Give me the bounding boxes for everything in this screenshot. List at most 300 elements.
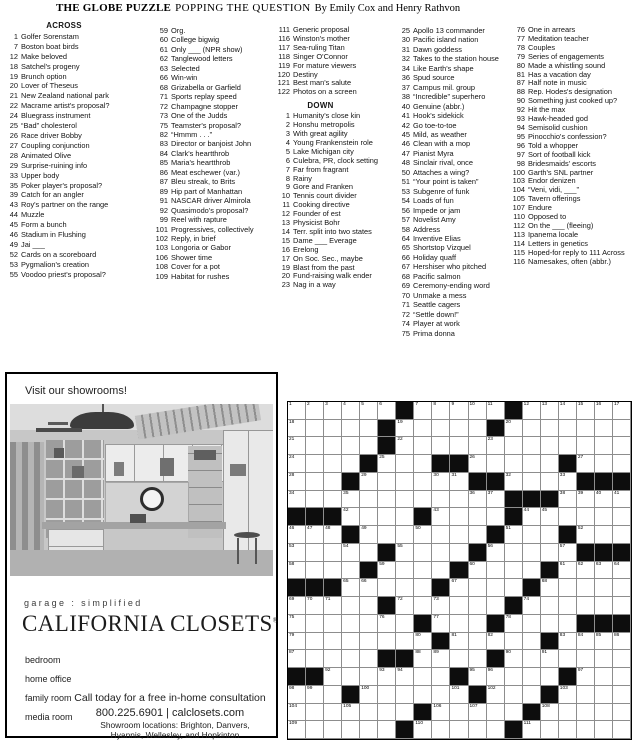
grid-cell[interactable] [306, 721, 324, 739]
grid-cell[interactable] [414, 491, 432, 509]
grid-cell[interactable] [595, 668, 613, 686]
grid-cell[interactable] [613, 597, 631, 615]
grid-cell[interactable] [324, 420, 342, 438]
grid-cell[interactable] [432, 526, 450, 544]
grid-cell[interactable] [414, 437, 432, 455]
grid-cell[interactable] [432, 420, 450, 438]
grid-cell[interactable] [469, 615, 487, 633]
grid-cell[interactable] [378, 721, 396, 739]
grid-cell[interactable] [577, 402, 595, 420]
grid-cell[interactable] [288, 420, 306, 438]
grid-cell[interactable] [342, 579, 360, 597]
grid-cell[interactable] [306, 597, 324, 615]
grid-cell[interactable] [613, 562, 631, 580]
grid-cell[interactable] [396, 473, 414, 491]
grid-cell[interactable] [288, 491, 306, 509]
grid-cell[interactable] [342, 597, 360, 615]
grid-cell[interactable] [396, 491, 414, 509]
grid-cell[interactable] [577, 562, 595, 580]
grid-cell[interactable] [541, 650, 559, 668]
grid-cell[interactable] [595, 402, 613, 420]
grid-cell[interactable] [505, 579, 523, 597]
grid-cell[interactable] [613, 402, 631, 420]
grid-cell[interactable] [360, 491, 378, 509]
grid-cell[interactable] [414, 686, 432, 704]
grid-cell[interactable] [342, 402, 360, 420]
grid-cell[interactable] [432, 686, 450, 704]
grid-cell[interactable] [613, 633, 631, 651]
grid-cell[interactable] [450, 579, 468, 597]
grid-cell[interactable] [595, 420, 613, 438]
grid-cell[interactable] [523, 473, 541, 491]
grid-cell[interactable] [324, 491, 342, 509]
grid-cell[interactable] [523, 420, 541, 438]
grid-cell[interactable] [306, 686, 324, 704]
grid-cell[interactable] [342, 668, 360, 686]
grid-cell[interactable] [541, 668, 559, 686]
grid-cell[interactable] [559, 420, 577, 438]
grid-cell[interactable] [613, 668, 631, 686]
grid-cell[interactable] [432, 721, 450, 739]
grid-cell[interactable] [414, 473, 432, 491]
grid-cell[interactable] [577, 721, 595, 739]
grid-cell[interactable] [577, 668, 595, 686]
grid-cell[interactable] [414, 721, 432, 739]
grid-cell[interactable] [414, 650, 432, 668]
grid-cell[interactable] [469, 579, 487, 597]
grid-cell[interactable] [613, 579, 631, 597]
grid-cell[interactable] [577, 650, 595, 668]
grid-cell[interactable] [342, 544, 360, 562]
grid-cell[interactable] [378, 704, 396, 722]
grid-cell[interactable] [360, 597, 378, 615]
grid-cell[interactable] [559, 508, 577, 526]
grid-cell[interactable] [541, 420, 559, 438]
grid-cell[interactable] [396, 615, 414, 633]
grid-cell[interactable] [595, 437, 613, 455]
crossword-grid[interactable] [287, 401, 632, 740]
grid-cell[interactable] [613, 704, 631, 722]
grid-cell[interactable] [541, 615, 559, 633]
grid-cell[interactable] [469, 491, 487, 509]
grid-cell[interactable] [450, 704, 468, 722]
grid-cell[interactable] [595, 491, 613, 509]
grid-cell[interactable] [577, 526, 595, 544]
grid-cell[interactable] [613, 650, 631, 668]
grid-cell[interactable] [342, 508, 360, 526]
grid-cell[interactable] [432, 437, 450, 455]
grid-cell[interactable] [360, 686, 378, 704]
grid-cell[interactable] [541, 579, 559, 597]
grid-cell[interactable] [577, 455, 595, 473]
grid-cell[interactable] [450, 491, 468, 509]
grid-cell[interactable] [306, 473, 324, 491]
grid-cell[interactable] [378, 402, 396, 420]
grid-cell[interactable] [469, 721, 487, 739]
grid-cell[interactable] [342, 491, 360, 509]
grid-cell[interactable] [432, 508, 450, 526]
grid-cell[interactable] [288, 686, 306, 704]
grid-cell[interactable] [505, 615, 523, 633]
grid-cell[interactable] [595, 526, 613, 544]
grid-cell[interactable] [559, 704, 577, 722]
grid-cell[interactable] [577, 704, 595, 722]
grid-cell[interactable] [396, 686, 414, 704]
grid-cell[interactable] [414, 402, 432, 420]
grid-cell[interactable] [432, 615, 450, 633]
grid-cell[interactable] [432, 562, 450, 580]
grid-cell[interactable] [450, 597, 468, 615]
grid-cell[interactable] [414, 455, 432, 473]
grid-cell[interactable] [505, 650, 523, 668]
grid-cell[interactable] [613, 455, 631, 473]
grid-cell[interactable] [523, 455, 541, 473]
grid-cell[interactable] [342, 562, 360, 580]
grid-cell[interactable] [288, 721, 306, 739]
grid-cell[interactable] [342, 721, 360, 739]
grid-cell[interactable] [469, 526, 487, 544]
grid-cell[interactable] [613, 420, 631, 438]
grid-cell[interactable] [487, 491, 505, 509]
grid-cell[interactable] [360, 615, 378, 633]
grid-cell[interactable] [396, 526, 414, 544]
grid-cell[interactable] [324, 721, 342, 739]
grid-cell[interactable] [378, 668, 396, 686]
grid-cell[interactable] [541, 597, 559, 615]
grid-cell[interactable] [306, 437, 324, 455]
grid-cell[interactable] [360, 668, 378, 686]
grid-cell[interactable] [432, 704, 450, 722]
grid-cell[interactable] [378, 579, 396, 597]
grid-cell[interactable] [523, 668, 541, 686]
grid-cell[interactable] [378, 615, 396, 633]
grid-cell[interactable] [324, 686, 342, 704]
grid-cell[interactable] [288, 544, 306, 562]
grid-cell[interactable] [523, 650, 541, 668]
grid-cell[interactable] [559, 544, 577, 562]
grid-cell[interactable] [360, 579, 378, 597]
grid-cell[interactable] [360, 402, 378, 420]
grid-cell[interactable] [324, 455, 342, 473]
grid-cell[interactable] [324, 437, 342, 455]
grid-cell[interactable] [342, 633, 360, 651]
grid-cell[interactable] [432, 473, 450, 491]
grid-cell[interactable] [378, 455, 396, 473]
grid-cell[interactable] [342, 455, 360, 473]
grid-cell[interactable] [541, 437, 559, 455]
grid-cell[interactable] [559, 579, 577, 597]
grid-cell[interactable] [559, 721, 577, 739]
grid-cell[interactable] [469, 508, 487, 526]
grid-cell[interactable] [505, 473, 523, 491]
grid-cell[interactable] [288, 455, 306, 473]
grid-cell[interactable] [360, 704, 378, 722]
grid-cell[interactable] [414, 562, 432, 580]
grid-cell[interactable] [360, 473, 378, 491]
grid-cell[interactable] [414, 526, 432, 544]
grid-cell[interactable] [523, 615, 541, 633]
grid-cell[interactable] [288, 704, 306, 722]
grid-cell[interactable] [559, 473, 577, 491]
grid-cell[interactable] [288, 562, 306, 580]
grid-cell[interactable] [541, 508, 559, 526]
grid-cell[interactable] [469, 668, 487, 686]
grid-cell[interactable] [414, 668, 432, 686]
grid-cell[interactable] [487, 704, 505, 722]
grid-cell[interactable] [414, 420, 432, 438]
grid-cell[interactable] [595, 633, 613, 651]
grid-cell[interactable] [306, 420, 324, 438]
grid-cell[interactable] [450, 633, 468, 651]
grid-cell[interactable] [396, 668, 414, 686]
grid-cell[interactable] [505, 544, 523, 562]
grid-cell[interactable] [505, 455, 523, 473]
grid-cell[interactable] [324, 650, 342, 668]
grid-cell[interactable] [306, 562, 324, 580]
grid-cell[interactable] [577, 597, 595, 615]
grid-cell[interactable] [450, 721, 468, 739]
grid-cell[interactable] [541, 721, 559, 739]
grid-cell[interactable] [523, 562, 541, 580]
grid-cell[interactable] [559, 633, 577, 651]
grid-cell[interactable] [523, 437, 541, 455]
grid-cell[interactable] [577, 633, 595, 651]
grid-cell[interactable] [378, 526, 396, 544]
grid-cell[interactable] [487, 562, 505, 580]
grid-cell[interactable] [342, 615, 360, 633]
grid-cell[interactable] [487, 544, 505, 562]
grid-cell[interactable] [288, 402, 306, 420]
grid-cell[interactable] [577, 437, 595, 455]
grid-cell[interactable] [306, 615, 324, 633]
grid-cell[interactable] [324, 633, 342, 651]
grid-cell[interactable] [577, 420, 595, 438]
grid-cell[interactable] [396, 455, 414, 473]
grid-cell[interactable] [324, 562, 342, 580]
grid-cell[interactable] [378, 491, 396, 509]
grid-cell[interactable] [360, 721, 378, 739]
grid-cell[interactable] [505, 633, 523, 651]
grid-cell[interactable] [450, 437, 468, 455]
grid-cell[interactable] [414, 597, 432, 615]
grid-cell[interactable] [487, 508, 505, 526]
grid-cell[interactable] [432, 402, 450, 420]
grid-cell[interactable] [324, 544, 342, 562]
grid-cell[interactable] [613, 526, 631, 544]
grid-cell[interactable] [595, 650, 613, 668]
grid-cell[interactable] [306, 526, 324, 544]
grid-cell[interactable] [360, 633, 378, 651]
grid-cell[interactable] [360, 526, 378, 544]
grid-cell[interactable] [396, 704, 414, 722]
grid-cell[interactable] [288, 526, 306, 544]
grid-cell[interactable] [396, 633, 414, 651]
grid-cell[interactable] [414, 544, 432, 562]
grid-cell[interactable] [324, 704, 342, 722]
grid-cell[interactable] [541, 402, 559, 420]
grid-cell[interactable] [487, 633, 505, 651]
grid-cell[interactable] [595, 579, 613, 597]
grid-cell[interactable] [414, 633, 432, 651]
grid-cell[interactable] [432, 597, 450, 615]
grid-cell[interactable] [487, 686, 505, 704]
grid-cell[interactable] [378, 633, 396, 651]
grid-cell[interactable] [396, 508, 414, 526]
grid-cell[interactable] [324, 526, 342, 544]
grid-cell[interactable] [306, 544, 324, 562]
grid-cell[interactable] [613, 508, 631, 526]
grid-cell[interactable] [360, 544, 378, 562]
grid-cell[interactable] [523, 633, 541, 651]
grid-cell[interactable] [450, 473, 468, 491]
grid-cell[interactable] [469, 633, 487, 651]
grid-cell[interactable] [306, 402, 324, 420]
grid-cell[interactable] [288, 650, 306, 668]
grid-cell[interactable] [360, 650, 378, 668]
grid-cell[interactable] [595, 721, 613, 739]
grid-cell[interactable] [577, 686, 595, 704]
grid-cell[interactable] [505, 437, 523, 455]
grid-cell[interactable] [523, 721, 541, 739]
grid-cell[interactable] [595, 562, 613, 580]
grid-cell[interactable] [469, 704, 487, 722]
grid-cell[interactable] [450, 526, 468, 544]
grid-cell[interactable] [541, 455, 559, 473]
grid-cell[interactable] [306, 633, 324, 651]
grid-cell[interactable] [559, 650, 577, 668]
grid-cell[interactable] [288, 633, 306, 651]
grid-cell[interactable] [450, 650, 468, 668]
grid-cell[interactable] [378, 686, 396, 704]
grid-cell[interactable] [505, 562, 523, 580]
grid-cell[interactable] [559, 491, 577, 509]
grid-cell[interactable] [288, 437, 306, 455]
grid-cell[interactable] [360, 508, 378, 526]
grid-cell[interactable] [469, 437, 487, 455]
grid-cell[interactable] [324, 597, 342, 615]
grid-cell[interactable] [613, 437, 631, 455]
grid-cell[interactable] [360, 437, 378, 455]
grid-cell[interactable] [613, 686, 631, 704]
grid-cell[interactable] [469, 650, 487, 668]
grid-cell[interactable] [396, 437, 414, 455]
grid-cell[interactable] [559, 686, 577, 704]
grid-cell[interactable] [559, 615, 577, 633]
grid-cell[interactable] [432, 650, 450, 668]
grid-cell[interactable] [487, 437, 505, 455]
grid-cell[interactable] [396, 579, 414, 597]
grid-cell[interactable] [505, 668, 523, 686]
grid-cell[interactable] [595, 508, 613, 526]
grid-cell[interactable] [288, 597, 306, 615]
grid-cell[interactable] [306, 704, 324, 722]
grid-cell[interactable] [324, 615, 342, 633]
grid-cell[interactable] [450, 420, 468, 438]
grid-cell[interactable] [487, 402, 505, 420]
grid-cell[interactable] [414, 579, 432, 597]
grid-cell[interactable] [505, 420, 523, 438]
grid-cell[interactable] [360, 420, 378, 438]
grid-cell[interactable] [396, 562, 414, 580]
grid-cell[interactable] [487, 455, 505, 473]
grid-cell[interactable] [559, 562, 577, 580]
grid-cell[interactable] [288, 615, 306, 633]
grid-cell[interactable] [577, 579, 595, 597]
grid-cell[interactable] [613, 721, 631, 739]
grid-cell[interactable] [450, 402, 468, 420]
grid-cell[interactable] [487, 668, 505, 686]
grid-cell[interactable] [396, 597, 414, 615]
grid-cell[interactable] [523, 597, 541, 615]
grid-cell[interactable] [432, 544, 450, 562]
grid-cell[interactable] [523, 402, 541, 420]
grid-cell[interactable] [450, 686, 468, 704]
grid-cell[interactable] [487, 597, 505, 615]
grid-cell[interactable] [595, 455, 613, 473]
grid-cell[interactable] [469, 420, 487, 438]
grid-cell[interactable] [324, 402, 342, 420]
grid-cell[interactable] [306, 650, 324, 668]
grid-cell[interactable] [378, 508, 396, 526]
grid-cell[interactable] [595, 704, 613, 722]
grid-cell[interactable] [595, 597, 613, 615]
grid-cell[interactable] [378, 473, 396, 491]
grid-cell[interactable] [523, 544, 541, 562]
grid-cell[interactable] [559, 402, 577, 420]
grid-cell[interactable] [469, 562, 487, 580]
grid-cell[interactable] [432, 668, 450, 686]
grid-cell[interactable] [450, 508, 468, 526]
grid-cell[interactable] [523, 508, 541, 526]
grid-cell[interactable] [378, 562, 396, 580]
grid-cell[interactable] [577, 508, 595, 526]
grid-cell[interactable] [559, 597, 577, 615]
grid-cell[interactable] [306, 455, 324, 473]
grid-cell[interactable] [288, 473, 306, 491]
grid-cell[interactable] [487, 579, 505, 597]
grid-cell[interactable] [577, 491, 595, 509]
grid-cell[interactable] [487, 721, 505, 739]
grid-cell[interactable] [469, 597, 487, 615]
grid-cell[interactable] [523, 686, 541, 704]
grid-cell[interactable] [342, 420, 360, 438]
grid-cell[interactable] [450, 544, 468, 562]
grid-cell[interactable] [469, 402, 487, 420]
grid-cell[interactable] [306, 491, 324, 509]
grid-cell[interactable] [469, 455, 487, 473]
grid-cell[interactable] [613, 491, 631, 509]
grid-cell[interactable] [541, 704, 559, 722]
grid-cell[interactable] [342, 437, 360, 455]
grid-cell[interactable] [505, 526, 523, 544]
grid-cell[interactable] [541, 526, 559, 544]
grid-cell[interactable] [505, 686, 523, 704]
grid-cell[interactable] [595, 686, 613, 704]
grid-cell[interactable] [342, 704, 360, 722]
grid-cell[interactable] [541, 544, 559, 562]
grid-cell[interactable] [450, 615, 468, 633]
grid-cell[interactable] [523, 526, 541, 544]
grid-cell[interactable] [342, 650, 360, 668]
grid-cell[interactable] [541, 473, 559, 491]
grid-cell[interactable] [432, 491, 450, 509]
grid-cell[interactable] [559, 437, 577, 455]
grid-cell[interactable] [396, 544, 414, 562]
grid-cell[interactable] [396, 420, 414, 438]
grid-cell[interactable] [324, 473, 342, 491]
grid-cell[interactable] [505, 704, 523, 722]
grid-cell[interactable] [324, 668, 342, 686]
